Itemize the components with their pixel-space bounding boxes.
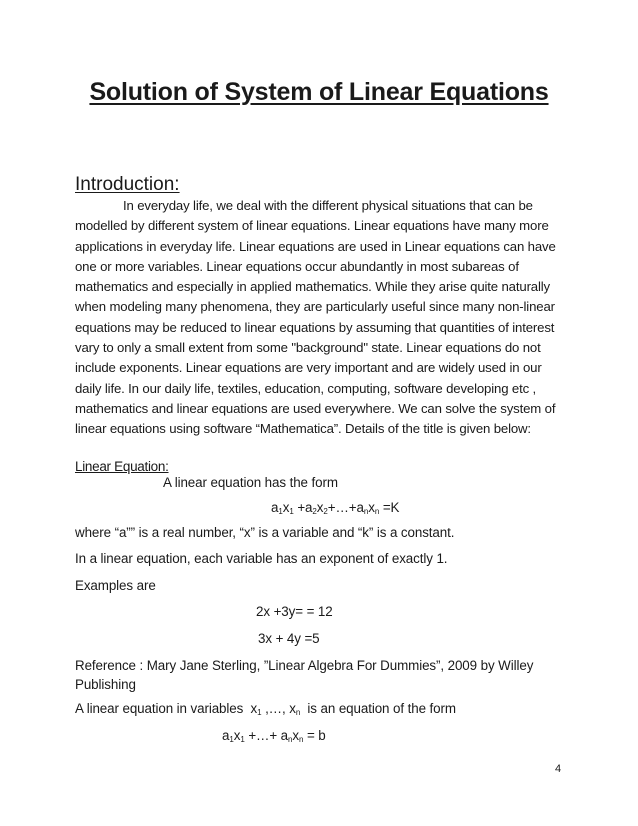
introduction-heading: Introduction: — [75, 174, 180, 195]
reference-citation: Reference : Mary Jane Sterling, ”Linear Algebra For Dummies”, 2009 by Willey Publishing — [75, 658, 534, 692]
linear-equation-heading: Linear Equation: — [75, 459, 169, 474]
summation-form-equation: $a_1x_1$ +…+ $a_nx_n = b$ — [222, 728, 326, 744]
page-number: 4 — [555, 763, 562, 775]
introduction-paragraph: In everyday life, we deal with the different physical situations that can be modelled by different system of linear equations. Linear equations have many more applications in everyday life. Linear equations are used in Linear equations can have one or more variables. Linear equations occur abundantly in most subareas of mathematics and especially in applied mathematics. While they arise quite naturally when modeling many phenomena, they are particularly useful since many non-linear equations may be reduced to linear equations by assuming that quantities of interest vary to only a small extent from some "background" state. Linear equations do not include exponents. Linear equations are very important and are widely used in our daily life. In our daily life, textiles, education, computing, software developing etc , mathematics and linear equations are used everywhere. We can solve the system of linear equations using software “Mathematica”. Details of the title is given below: — [75, 198, 556, 437]
examples-label: Examples are — [75, 578, 156, 593]
example-equation-2: 3x + 4y =5 — [258, 631, 320, 646]
linear-equation-intro: A linear equation has the form — [163, 475, 338, 490]
page-title: Solution of System of Linear Equations — [89, 78, 549, 106]
exponent-statement: In a linear equation, each variable has an exponent of exactly 1. — [75, 551, 448, 566]
where-definition: where “a”” is a real number, “x” is a variable and “k” is a constant. — [75, 525, 455, 540]
variables-statement: A linear equation in variables $x_1$ ,…, $x_n$ is an equation of the form — [75, 701, 456, 717]
general-form-equation: $a_1x_1$ $+a_2x_2+\dots+a_nx_n =K$ — [271, 500, 400, 516]
example-equation-1: 2x +3y= = 12 — [256, 604, 333, 619]
